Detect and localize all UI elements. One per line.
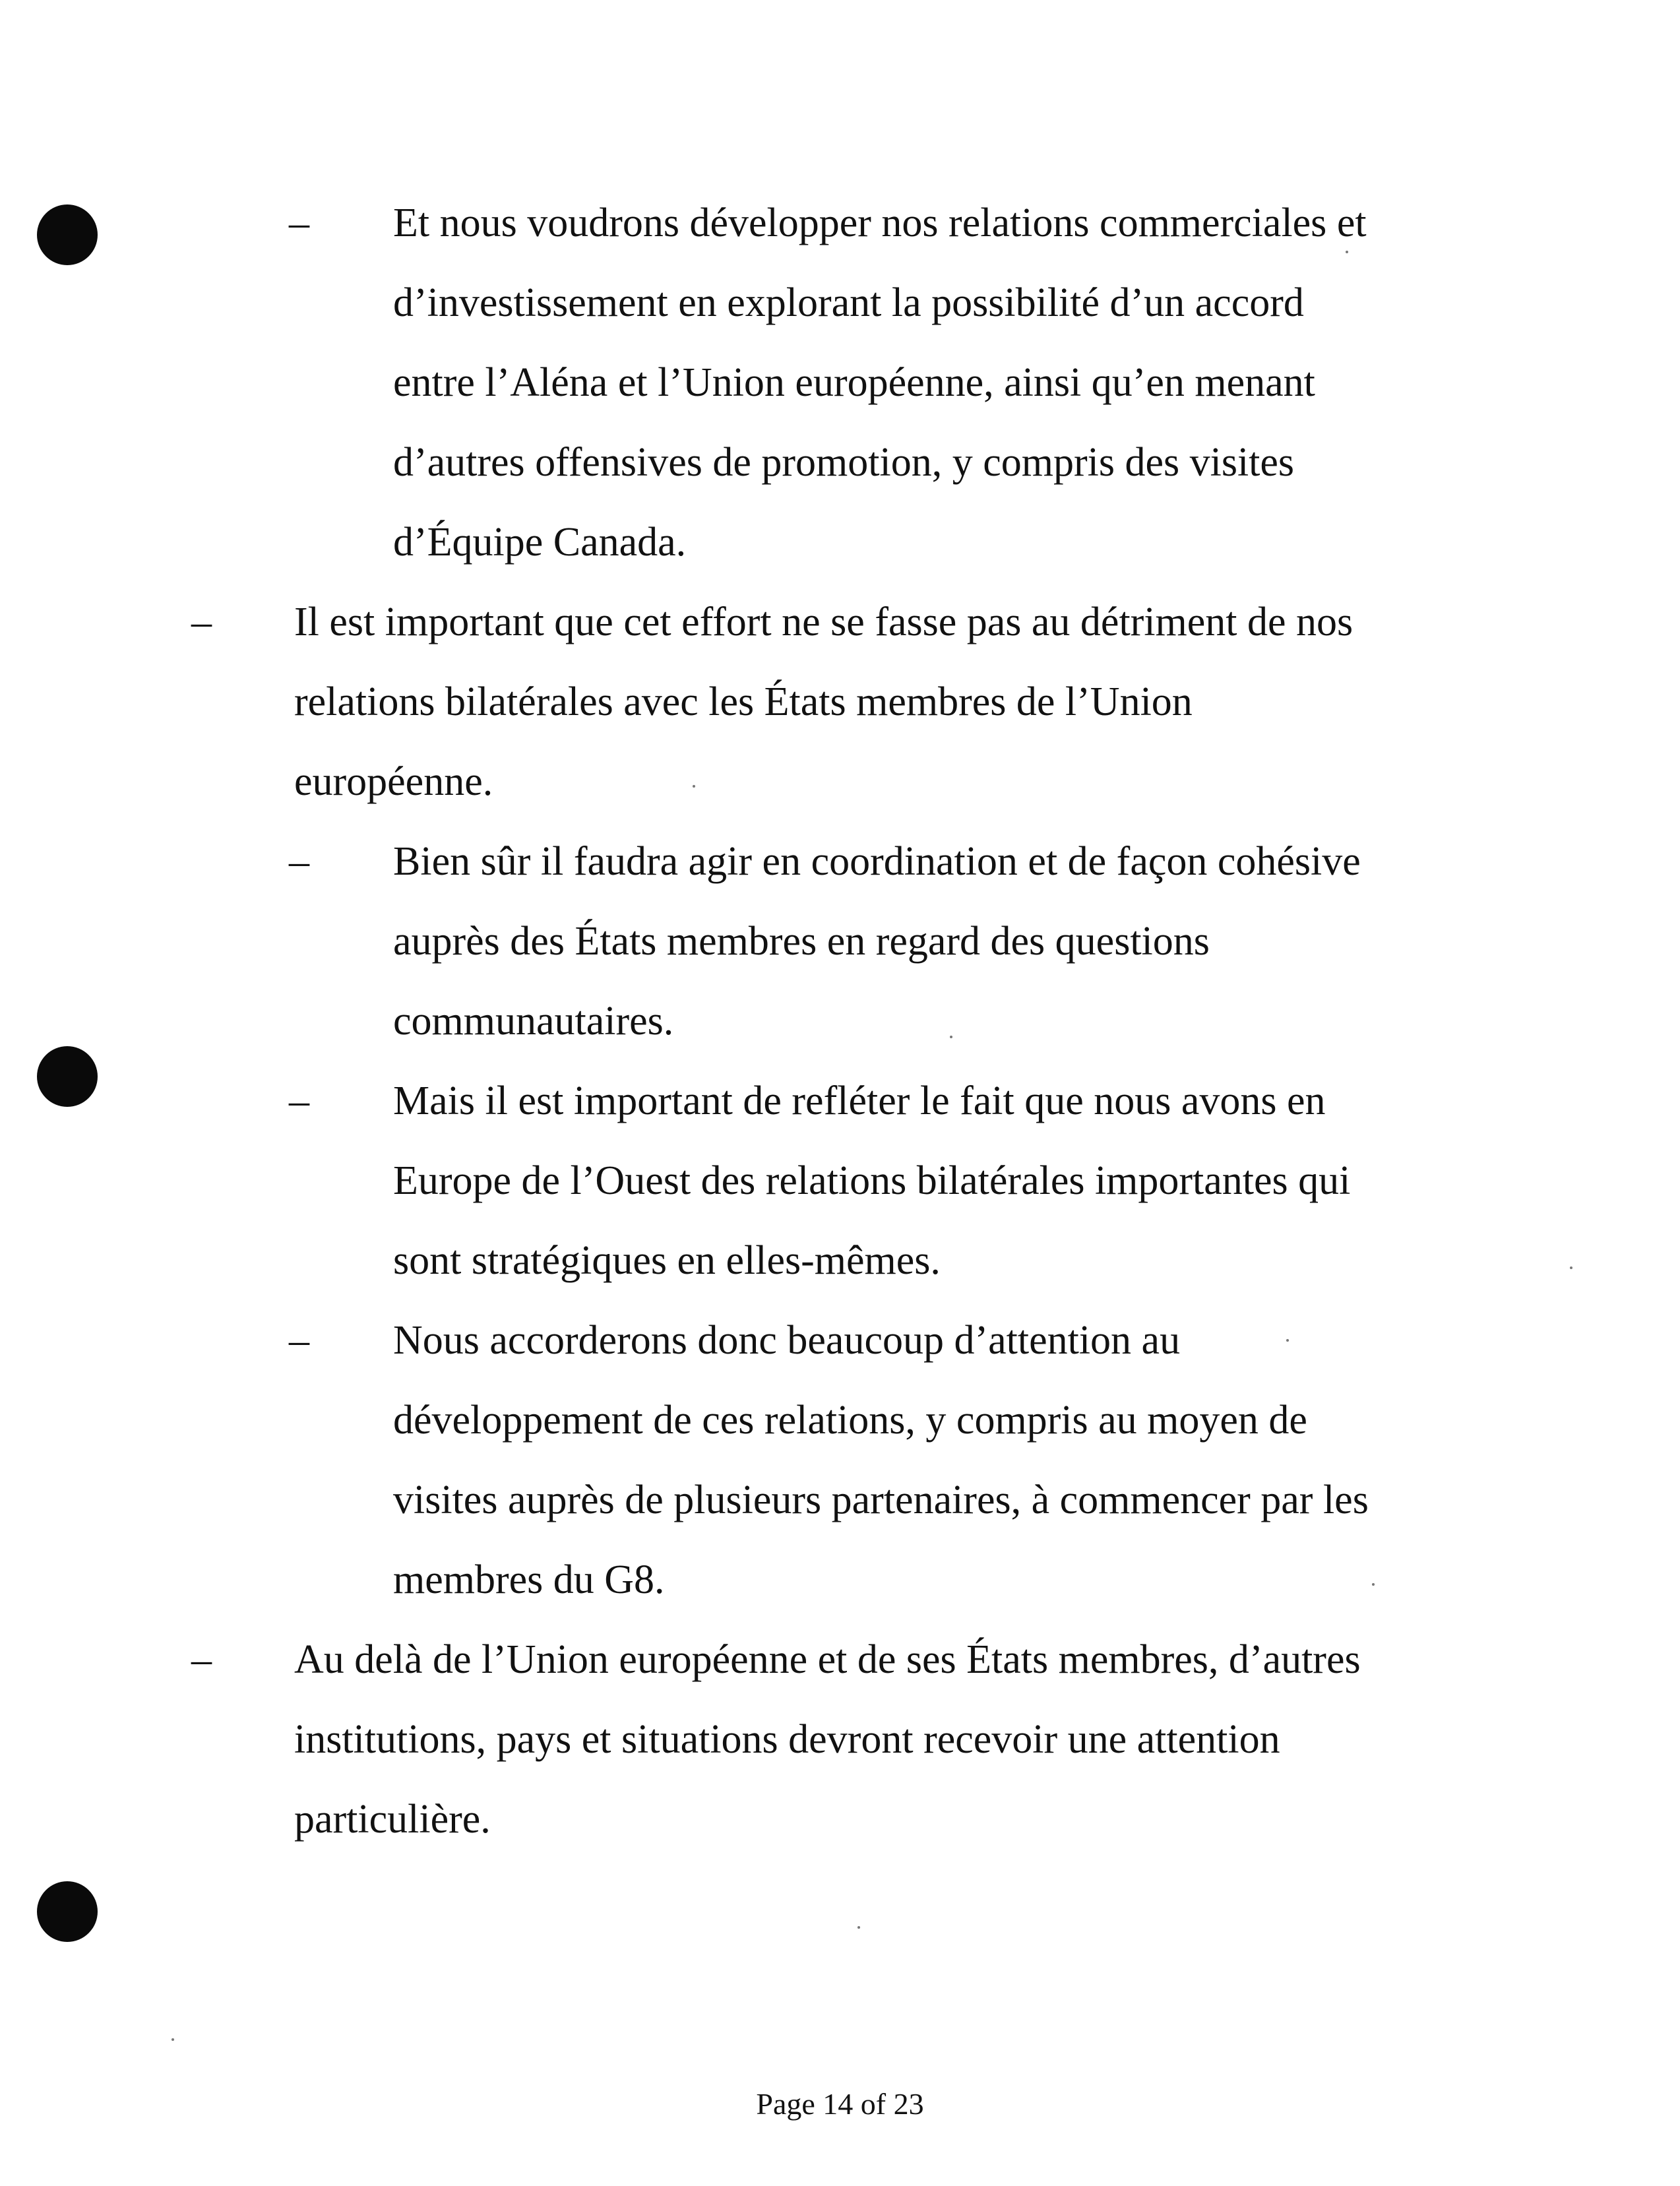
text-line: entre l’Aléna et l’Union européenne, ainsi qu’en menant [393, 360, 1315, 405]
sub-bullet-item [393, 822, 1488, 1061]
sub-bullet-item [393, 1301, 1488, 1620]
text-line: d’investissement en explorant la possibilité d’un accord [393, 280, 1304, 325]
text-line: membres du G8. [393, 1557, 665, 1602]
text-line: Au delà de l’Union européenne et de ses États membres, d’autres [294, 1637, 1361, 1682]
punch-hole-bottom [37, 1881, 98, 1942]
scan-speck [1372, 1583, 1375, 1586]
scan-speck [950, 1036, 952, 1038]
dash-marker: – [289, 201, 309, 245]
dash-marker: – [191, 1637, 212, 1682]
text-line: Bien sûr il faudra agir en coordination et de façon cohésive [393, 839, 1361, 884]
text-line: sont stratégiques en elles-mêmes. [393, 1238, 941, 1283]
text-line: relations bilatérales avec les États membres de l’Union [294, 679, 1193, 724]
text-line: Mais il est important de refléter le fait que nous avons en [393, 1078, 1326, 1123]
text-line: Europe de l’Ouest des relations bilatérales importantes qui [393, 1158, 1351, 1203]
dash-marker: – [289, 1318, 309, 1363]
scan-speck [693, 785, 695, 788]
text-line: d’autres offensives de promotion, y compris des visites [393, 440, 1295, 485]
sub-bullet-item [393, 183, 1488, 582]
scan-speck [857, 1926, 860, 1929]
bullet-item [294, 582, 1481, 822]
text-line: Et nous voudrons développer nos relations commerciales et [393, 201, 1367, 245]
dash-marker: – [289, 839, 309, 884]
bullet-item [294, 1620, 1481, 1859]
sub-bullet-item [393, 1061, 1488, 1301]
scan-speck [1346, 251, 1348, 253]
punch-hole-middle [37, 1046, 98, 1107]
scan-speck [1570, 1266, 1572, 1269]
text-line: Nous accorderons donc beaucoup d’attention au [393, 1318, 1181, 1363]
text-line: européenne. [294, 759, 493, 804]
text-line: auprès des États membres en regard des questions [393, 919, 1210, 964]
text-line: visites auprès de plusieurs partenaires, à commencer par les [393, 1478, 1369, 1522]
text-line: Il est important que cet effort ne se fasse pas au détriment de nos [294, 600, 1353, 644]
page-number-footer: Page 14 of 23 [756, 2087, 924, 2121]
text-line: communautaires. [393, 999, 674, 1044]
punch-hole-top [37, 204, 98, 265]
text-line: institutions, pays et situations devront recevoir une attention [294, 1717, 1280, 1762]
dash-marker: – [191, 600, 212, 644]
scan-speck [171, 2038, 174, 2041]
dash-marker: – [289, 1078, 309, 1123]
text-line: développement de ces relations, y compris au moyen de [393, 1398, 1307, 1443]
text-line: particulière. [294, 1797, 491, 1842]
text-line: d’Équipe Canada. [393, 520, 687, 565]
scan-speck [1286, 1339, 1289, 1342]
